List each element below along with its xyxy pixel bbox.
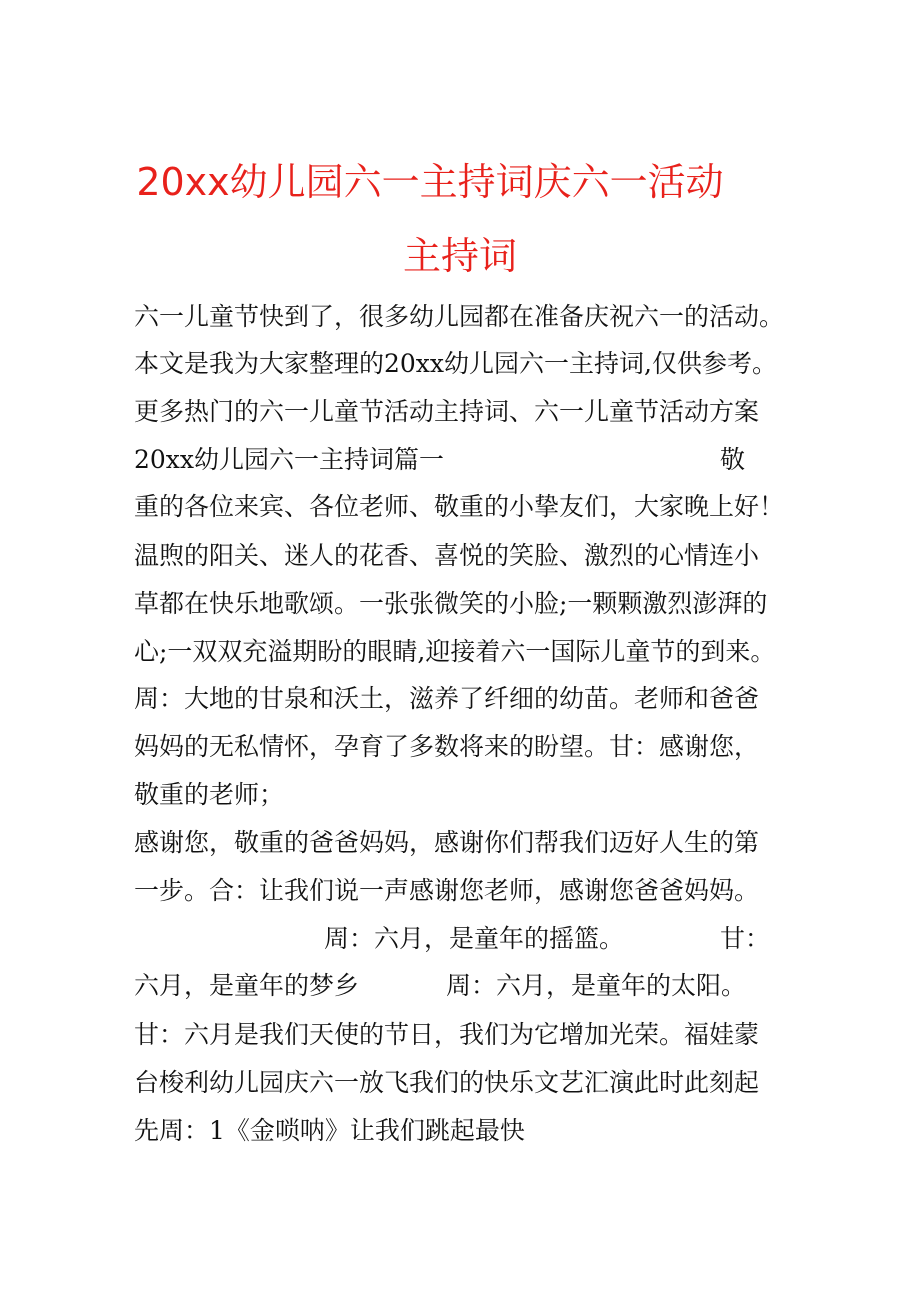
paragraph-line-13: 一步。合：让我们说一声感谢您老师，感谢您爸爸妈妈。 — [134, 876, 760, 905]
paragraph-line-10: 妈妈的无私情怀，孕育了多数将来的盼望。甘：感谢您， — [134, 732, 760, 761]
paragraph-line-11: 敬重的老师； — [134, 780, 285, 809]
paragraph-line-6: 温煦的阳关、迷人的花香、喜悦的笑脸、激烈的心情连小 — [134, 541, 760, 570]
paragraph-line-15 — [134, 966, 774, 1006]
paragraph-line-5: 重的各位来宾、各位老师、敬重的小挚友们，大家晚上好！ — [134, 492, 785, 521]
paragraph-line-14 — [134, 919, 774, 959]
paragraph-line-18: 先周：1《金唢呐》让我们跳起最快 — [134, 1116, 525, 1145]
line-fragment: 敬 — [720, 445, 746, 474]
paragraph-line-8: 心;一双双充溢期盼的眼睛,迎接着六一国际儿童节的到来。 — [134, 637, 776, 666]
document-title-line-2: 主持词 — [402, 234, 517, 278]
paragraph-line-1: 六一儿童节快到了，很多幼儿园都在准备庆祝六一的活动。 — [134, 302, 785, 331]
dialogue-line: 周：六月，是童年的摇篮。 — [324, 924, 625, 953]
paragraph-line-17: 台梭利幼儿园庆六一放飞我们的快乐文艺汇演此时此刻起 — [134, 1068, 760, 1097]
paragraph-line-9: 周：大地的甘泉和沃土，滋养了纤细的幼苗。老师和爸爸 — [134, 684, 760, 713]
dialogue-line: 六月，是童年的梦乡 — [134, 971, 360, 1000]
dialogue-speaker: 甘： — [720, 924, 771, 953]
paragraph-line-4 — [134, 440, 774, 480]
paragraph-line-2: 本文是我为大家整理的20xx幼儿园六一主持词,仅供参考。 — [134, 349, 777, 378]
dialogue-line: 周：六月，是童年的太阳。 — [446, 971, 747, 1000]
paragraph-line-3: 更多热门的六一儿童节活动主持词、六一儿童节活动方案 — [134, 397, 760, 426]
paragraph-line-16: 甘：六月是我们天使的节日，我们为它增加光荣。福娃蒙 — [134, 1020, 760, 1049]
section-heading: 20xx幼儿园六一主持词篇一 — [134, 445, 445, 474]
paragraph-line-12: 感谢您，敬重的爸爸妈妈，感谢你们帮我们迈好人生的第 — [134, 828, 760, 857]
document-title-line-1: 20xx幼儿园六一主持词庆六一活动 — [136, 160, 724, 204]
paragraph-line-7: 草都在快乐地歌颂。一张张微笑的小脸;一颗颗激烈澎湃的 — [134, 589, 768, 618]
